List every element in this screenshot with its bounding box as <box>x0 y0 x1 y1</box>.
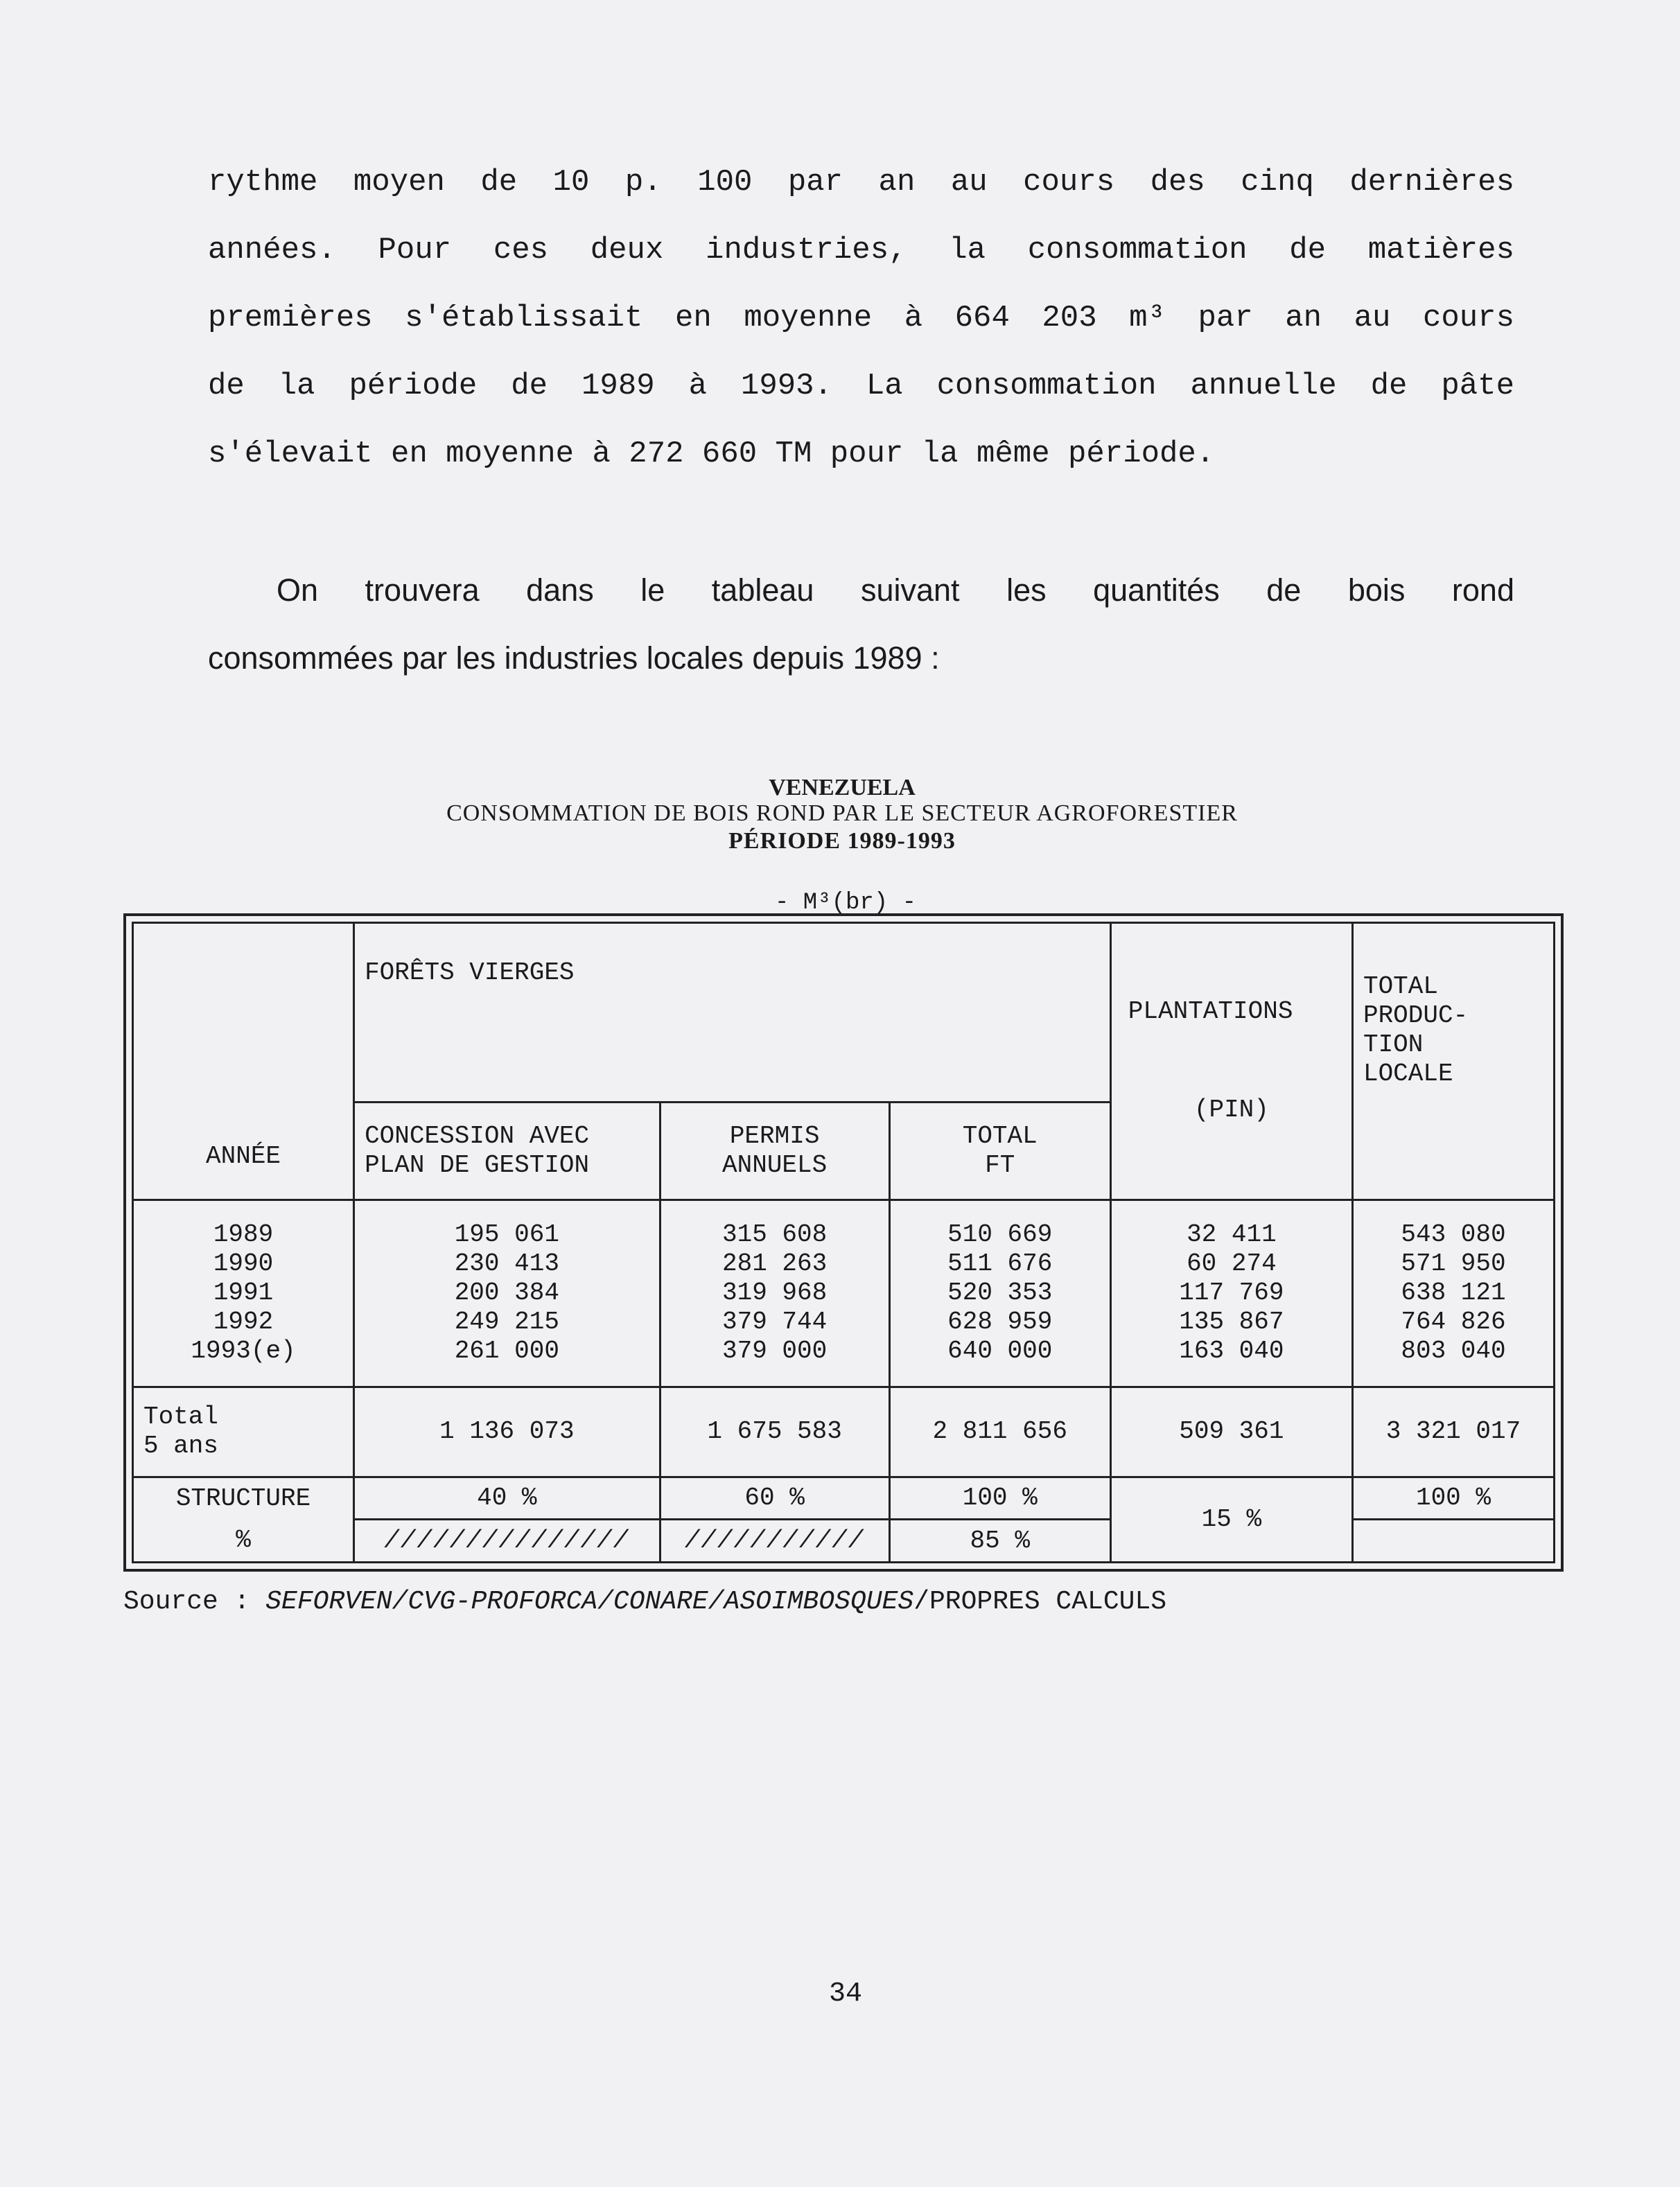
header-line: TOTAL <box>1363 972 1438 1001</box>
table-country: VENEZUELA <box>769 775 916 800</box>
header-plantations-label: PLANTATIONS <box>1128 997 1293 1026</box>
value: 510 669 <box>947 1220 1053 1249</box>
label-line: Total <box>143 1403 219 1432</box>
value: 195 061 <box>454 1220 559 1249</box>
value: 230 413 <box>454 1249 559 1279</box>
total-ft-values <box>889 1200 1110 1387</box>
header-line: PRODUC- <box>1363 1001 1469 1030</box>
value: 281 263 <box>722 1249 828 1279</box>
value: 543 080 <box>1401 1220 1506 1249</box>
source-line <box>123 1587 1166 1617</box>
header-total-production <box>1352 923 1554 1200</box>
paragraph-2 <box>208 556 1514 692</box>
source-italic: SEFORVEN/CVG-PROFORCA/CONARE/ASOIMBOSQUES <box>265 1587 914 1617</box>
value: 315 608 <box>722 1220 828 1249</box>
structure-total-production: 100 % <box>1352 1477 1554 1520</box>
year: 1993(e) <box>191 1337 296 1366</box>
hatch-concession: /////////////// <box>354 1520 660 1563</box>
total-ft: 2 811 656 <box>889 1387 1110 1477</box>
value: 640 000 <box>947 1337 1053 1366</box>
year: 1991 <box>213 1279 274 1308</box>
empty-cell <box>1352 1520 1554 1563</box>
structure-plantations: 15 % <box>1110 1477 1352 1562</box>
value: 764 826 <box>1401 1308 1506 1337</box>
header-line: FT <box>985 1151 1015 1180</box>
source-prefix: Source : <box>123 1587 266 1617</box>
header-line: CONCESSION AVEC <box>365 1122 590 1151</box>
total-label <box>133 1387 354 1477</box>
value: 628 959 <box>947 1308 1053 1337</box>
source-suffix: /PROPRES CALCULS <box>913 1587 1167 1617</box>
plantations-values <box>1110 1200 1352 1387</box>
paragraph-1 <box>208 148 1514 488</box>
structure-concession: 40 % <box>354 1477 660 1520</box>
paragraph-line: On trouvera dans le tableau suivant les quantités de bois rond <box>277 572 1514 608</box>
table-unit: - M³(br) - <box>774 890 917 916</box>
header-line: ANNUELS <box>722 1151 828 1180</box>
value: 520 353 <box>947 1279 1053 1308</box>
paragraph-line: s'élevait en moyenne à 272 660 TM pour la même période. <box>208 437 1215 471</box>
paragraph-line: rythme moyen de 10 p. 100 par an au cours des cinq dernières <box>208 165 1514 200</box>
structure-total-ft: 100 % <box>889 1477 1110 1520</box>
value: 379 000 <box>722 1337 828 1366</box>
total-plantations: 509 361 <box>1110 1387 1352 1477</box>
value: 163 040 <box>1179 1337 1284 1366</box>
value: 379 744 <box>722 1308 828 1337</box>
year: 1992 <box>213 1308 274 1337</box>
header-permis <box>660 1103 889 1200</box>
value: 249 215 <box>454 1308 559 1337</box>
header-line: LOCALE <box>1363 1060 1453 1088</box>
header-annee: ANNÉE <box>133 923 354 1200</box>
value: 32 411 <box>1187 1220 1277 1249</box>
value: 511 676 <box>947 1249 1053 1279</box>
header-plantations <box>1110 923 1352 1200</box>
value: 571 950 <box>1401 1249 1506 1279</box>
data-table-frame <box>123 913 1564 1572</box>
hatch-permis: /////////// <box>660 1520 889 1563</box>
header-pin: (PIN) <box>1193 1096 1269 1125</box>
header-line: TION <box>1363 1030 1424 1059</box>
structure-permis: 60 % <box>660 1477 889 1520</box>
total-production-values <box>1352 1200 1554 1387</box>
total-production: 3 321 017 <box>1352 1387 1554 1477</box>
paragraph-line: consommées par les industries locales depuis 1989 : <box>208 640 940 676</box>
value: 60 274 <box>1187 1249 1277 1279</box>
header-line: PLAN DE GESTION <box>365 1151 590 1180</box>
value: 200 384 <box>454 1279 559 1308</box>
table-title: CONSOMMATION DE BOIS ROND PAR LE SECTEUR AGROFORESTIER <box>446 800 1238 826</box>
label-line: 5 ans <box>143 1432 219 1461</box>
value: 117 769 <box>1179 1279 1284 1308</box>
header-line: TOTAL <box>962 1122 1038 1151</box>
year: 1989 <box>213 1220 274 1249</box>
year: 1990 <box>213 1249 274 1279</box>
total-concession: 1 136 073 <box>354 1387 660 1477</box>
value: 135 867 <box>1179 1308 1284 1337</box>
value: 803 040 <box>1401 1337 1506 1366</box>
header-line: PERMIS <box>729 1122 820 1151</box>
paragraph-line: de la période de 1989 à 1993. La consommation annuelle de pâte <box>208 369 1514 403</box>
page-number: 34 <box>828 1978 862 2010</box>
concession-values <box>354 1200 660 1387</box>
value: 319 968 <box>722 1279 828 1308</box>
structure-pct-label: % <box>133 1520 354 1563</box>
paragraph-line: premières s'établissait en moyenne à 664 203 m³ par an au cours <box>208 301 1514 335</box>
value: 261 000 <box>454 1337 559 1366</box>
structure-label: STRUCTURE <box>133 1477 354 1520</box>
header-concession <box>354 1103 660 1200</box>
header-total-ft <box>889 1103 1110 1200</box>
permis-values <box>660 1200 889 1387</box>
years-cell <box>133 1200 354 1387</box>
header-forets-vierges: FORÊTS VIERGES <box>354 923 1111 1103</box>
paragraph-line: années. Pour ces deux industries, la consommation de matières <box>208 233 1514 267</box>
data-table <box>132 922 1555 1563</box>
structure-total-ft-share: 85 % <box>889 1520 1110 1563</box>
value: 638 121 <box>1401 1279 1506 1308</box>
table-period: PÉRIODE 1989-1993 <box>728 828 956 854</box>
total-permis: 1 675 583 <box>660 1387 889 1477</box>
